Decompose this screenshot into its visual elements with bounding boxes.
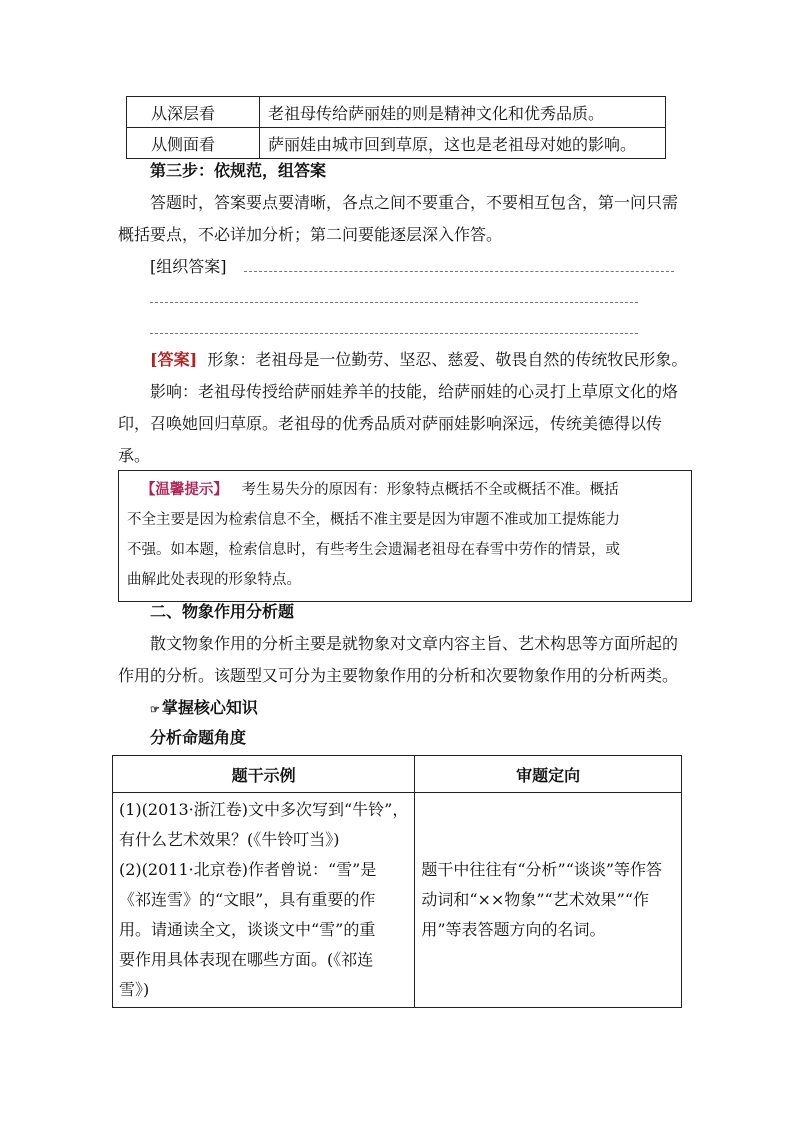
answer-line2: 影响：老祖母传授给萨丽娃养羊的技能，给萨丽娃的心灵打上草原文化的烙 xyxy=(150,382,679,401)
table-row xyxy=(127,97,666,128)
tip-label: 【温馨提示】 xyxy=(140,482,228,498)
answer-blank-line xyxy=(244,271,674,272)
answer-line1 xyxy=(150,344,687,376)
example-line: 有什么艺术效果？(《牛铃叮当》) xyxy=(119,830,340,849)
tip-line3: 不强。如本题，检索信息时，有些考生会遗漏老祖母在春雪中劳作的情景，或 xyxy=(127,542,620,558)
direction-line: 题干中往往有“分析”“谈谈”等作答 xyxy=(421,860,663,879)
section2-para-line1: 散文物象作用的分析主要是就物象对文章内容主旨、艺术构思等方面所起的 xyxy=(150,634,679,653)
answer-blank-line xyxy=(150,333,638,334)
example-line: 要作用具体表现在哪些方面。(《祁连 xyxy=(119,950,374,969)
answer-blank-line xyxy=(150,302,638,303)
example-line: (1)(2013·浙江卷)文中多次写到“牛铃”， xyxy=(119,800,409,819)
step3-para-line2: 概括要点，不必详加分析；第二问要能逐层深入作答。 xyxy=(118,225,503,244)
answer-label: [答案] xyxy=(150,350,198,369)
example-line: 用。请通读全文，谈谈文中“雪”的重 xyxy=(119,920,376,939)
row-label: 从深层看 xyxy=(127,97,260,128)
analysis-angle-heading: 分析命题角度 xyxy=(150,728,247,747)
question-angle-table xyxy=(112,755,682,1008)
organize-answer-label: [组织答案] xyxy=(150,257,227,276)
question-examples-cell xyxy=(113,793,415,1008)
direction-line: 用”等表答题方向的名词。 xyxy=(421,920,606,939)
row-text: 老祖母传给萨丽娃的则是精神文化和优秀品质。 xyxy=(260,97,666,128)
core-knowledge-label: 掌握核心知识 xyxy=(161,698,258,717)
column-header: 题干示例 xyxy=(113,756,415,793)
core-knowledge-heading xyxy=(150,692,258,726)
step3-heading: 第三步：依规范，组答案 xyxy=(150,161,327,180)
table-row xyxy=(127,128,666,159)
table-row xyxy=(113,793,682,1008)
section2-heading: 二、物象作用分析题 xyxy=(150,602,295,621)
example-line: (2)(2011·北京卷)作者曾说：“雪”是 xyxy=(119,860,377,879)
warm-tip-box xyxy=(118,470,692,602)
example-line: 《祁连雪》的“文眼”，具有重要的作 xyxy=(119,890,376,909)
tip-text: 考生易失分的原因有：形象特点概括不全或概括不准。概括 xyxy=(241,482,619,498)
tip-line2: 不全主要是因为检索信息不全，概括不准主要是因为审题不准或加工提炼能力 xyxy=(127,512,620,528)
answer-line4: 承。 xyxy=(118,446,151,465)
analysis-table xyxy=(126,96,666,159)
answer-line3: 印，召唤她回归草原。老祖母的优秀品质对萨丽娃影响深远，传统美德得以传 xyxy=(118,414,663,433)
step3-para-line1: 答题时，答案要点要清晰，各点之间不要重合，不要相互包含，第一问只需 xyxy=(150,193,679,212)
table-header-row xyxy=(113,756,682,793)
pointing-hand-icon: ☞ xyxy=(150,703,160,716)
direction-line: 动词和“××物象”“艺术效果”“作 xyxy=(421,890,650,909)
tip-line4: 曲解此处表现的形象特点。 xyxy=(127,572,301,588)
direction-cell xyxy=(415,793,682,1008)
tip-line1 xyxy=(127,475,683,505)
row-text: 萨丽娃由城市回到草原，这也是老祖母对她的影响。 xyxy=(260,128,666,159)
row-label: 从侧面看 xyxy=(127,128,260,159)
example-line: 雪》) xyxy=(119,980,150,999)
column-header: 审题定向 xyxy=(415,756,682,793)
answer-text: 形象：老祖母是一位勤劳、坚忍、慈爱、敬畏自然的传统牧民形象。 xyxy=(207,350,688,369)
section2-para-line2: 作用的分析。该题型又可分为主要物象作用的分析和次要物象作用的分析两类。 xyxy=(118,666,679,685)
